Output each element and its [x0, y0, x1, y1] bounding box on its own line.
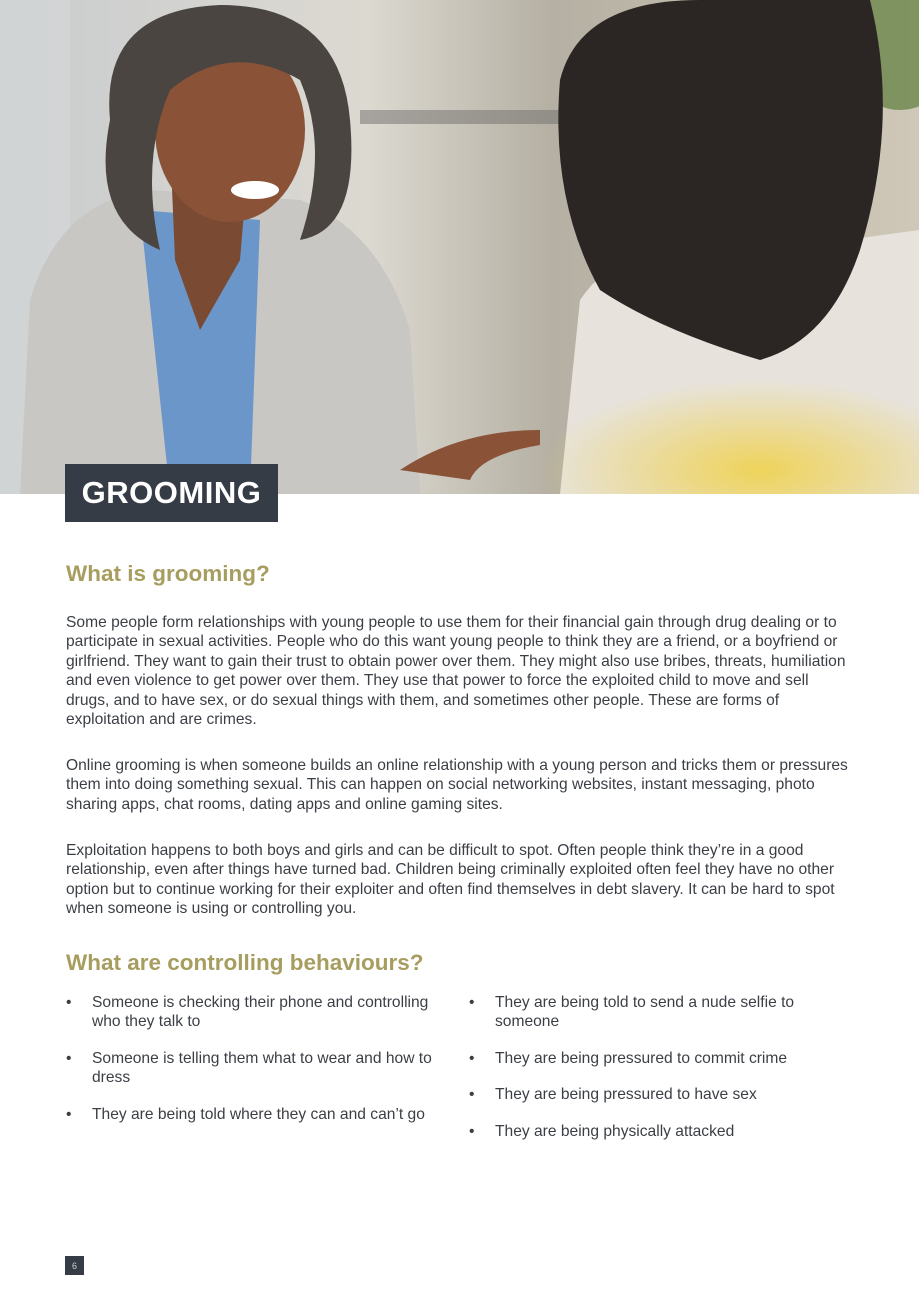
paragraph-2: Online grooming is when someone builds an online relationship with a young person and tricks them or pressures them into doing something sexual. This can happen on social networking websites, instant messaging, photo sharing apps, chat rooms, dating apps and online gaming sites. — [66, 757, 848, 813]
hero-photo — [0, 0, 919, 494]
paragraph-1: Some people form relationships with young people to use them for their financial gain through drug dealing or to participate in sexual activities. People who do this want young people to think they are a friend, or a boyfriend or girlfriend. They want to gain their trust to obtain power over them. They might also use bribes, threats, humiliation and even violence to get power over them. They use that power to force the exploited child to move and sell drugs, and to have sex, or do sexual things with them, and sometimes other people. These are forms of exploitation and are crimes. — [66, 614, 846, 729]
list-item: • Someone is checking their phone and controlling who they talk to — [66, 993, 456, 1032]
list-item: • They are being physically attacked — [469, 1122, 819, 1141]
list-item: • They are being told to send a nude selfie to someone — [469, 993, 819, 1032]
paragraph-3: Exploitation happens to both boys and girls and can be difficult to spot. Often people think they’re in a good relationship, even after things have turned bad. Children being criminally exploited often feel they have no other option but to continue working for their exploiter and often find themselves in debt slavery. It can be hard to spot when someone is using or controlling you. — [66, 842, 835, 918]
section-heading-what-is-grooming: What is grooming? — [66, 561, 270, 586]
page-number: 6 — [65, 1256, 84, 1275]
bullet-list-left — [66, 993, 456, 1141]
list-item: • They are being pressured to have sex — [469, 1085, 819, 1104]
list-item: • They are being told where they can and can’t go — [66, 1105, 456, 1124]
hero-photo-illustration — [0, 0, 919, 494]
title-banner — [65, 464, 278, 522]
list-item: • They are being pressured to commit crime — [469, 1049, 819, 1068]
list-item: • Someone is telling them what to wear and how to dress — [66, 1049, 456, 1088]
bullet-list-right — [469, 993, 819, 1158]
page-title: GROOMING — [81, 475, 262, 510]
section-heading-controlling-behaviours: What are controlling behaviours? — [66, 950, 424, 975]
